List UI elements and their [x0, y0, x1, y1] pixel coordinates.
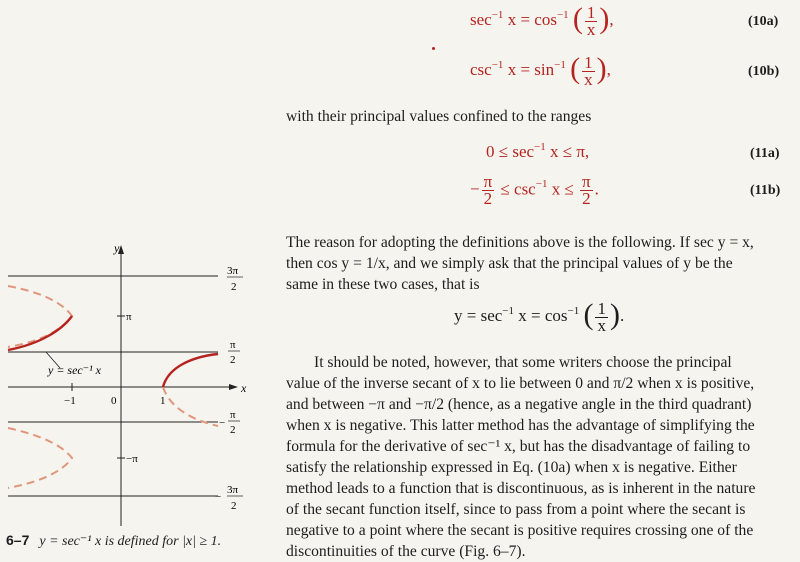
tick-label-pi-over-2-den: 2: [230, 354, 236, 366]
para2-line-2: value of the inverse secant of x to lie between 0 and π/2 when x is positive,: [286, 375, 755, 392]
para1-line-1: The reason for adopting the definitions above is the following. If sec y = x,: [286, 234, 754, 251]
tick-label-minus-pi: −π: [126, 453, 138, 465]
para1-line-3: same in these two cases, that is: [286, 276, 480, 293]
equation-number-11b: (11b): [750, 183, 781, 198]
tick-label-3pi-over-2-den: 2: [231, 281, 237, 293]
equation-10b: $\csc^{-1} x = \sin^{-1}$ ( $\frac{1}{x}$ ),: [470, 52, 611, 89]
para2-line-4: when x is negative. This latter method has the advantage of simplifying the: [286, 417, 755, 434]
dashed-branch-upper-left: [8, 286, 72, 347]
tick-label-minus-pi-over-2-den: 2: [230, 424, 236, 436]
ink-dot: [432, 47, 435, 50]
para1-line-2: then cos y = 1/x, and we simply ask that the principal values of y be the: [286, 255, 733, 272]
equation-y-sec-inverse: $y = \sec^{-1} x = \cos^{-1}$ ( $\frac{1}{x}$ ).: [454, 298, 625, 335]
tick-label-x-zero: 0: [111, 395, 117, 407]
tick-label-minus-3pi-over-2-den: 2: [231, 500, 237, 512]
principal-branch-right: [163, 354, 218, 387]
tick-label-minus-pi-over-2-num: π: [230, 409, 236, 421]
y-axis-label: y: [114, 241, 120, 255]
figure-6-7: [0, 230, 270, 530]
x-axis-label: x: [241, 381, 247, 395]
figure-caption-text: y = sec⁻¹ x is defined for |x| ≥ 1.: [39, 534, 222, 549]
equation-number-10a: (10a): [748, 14, 779, 29]
para2-line-3: and between −π and −π/2 (hence, as a negative angle in the third quadrant): [286, 396, 752, 413]
para2-line-1: It should be noted, however, that some writers choose the principal: [314, 354, 732, 371]
tick-label-minus-pi-over-2-sign: −: [219, 417, 226, 429]
para2-line-5: formula for the derivative of sec⁻¹ x, but has the disadvantage of failing to: [286, 438, 751, 455]
tick-label-3pi-over-2-num: 3π: [227, 265, 239, 277]
curve-label: y = sec⁻¹ x: [48, 363, 102, 377]
tick-label-pi: π: [126, 311, 132, 323]
equation-10a: $\sec^{-1} x = \cos^{-1}$ ( $\frac{1}{x}$ ),: [470, 2, 614, 39]
equation-number-11a: (11a): [750, 146, 780, 161]
figure-caption: [6, 532, 221, 550]
tick-label-minus-3pi-over-2-num: 3π: [227, 484, 239, 496]
para2-line-7: method leads to a function that is discontinuous, as is inherent in the nature: [286, 480, 756, 497]
equation-11a: $0 \le \sec^{-1} x \le \pi$,: [486, 141, 590, 161]
tick-label-x-minus-1: −1: [64, 395, 76, 407]
para2-line-9: negative to a point where the secant is positive requires crossing one of the: [286, 522, 754, 539]
figure-number: 6–7: [6, 532, 30, 548]
equation-number-10b: (10b): [748, 64, 780, 79]
tick-label-minus-3pi-over-2-sign: −: [215, 491, 222, 503]
para2-line-8: of the secant function itself, since to pass from a point where the secant is: [286, 501, 746, 518]
tick-label-pi-over-2-num: π: [230, 339, 236, 351]
dashed-branch-lower-left: [8, 428, 72, 488]
equation-11b: − $\frac{\pi}{2}$ ≤ $\csc^{-1} x$ ≤ $\frac{\pi}{2}$ .: [470, 172, 599, 208]
para2-line-10: discontinuities of the curve (Fig. 6–7).: [286, 543, 526, 560]
ranges-intro: with their principal values confined to the ranges: [286, 108, 592, 125]
x-axis-arrow: [229, 384, 238, 390]
tick-label-x-one: 1: [160, 395, 166, 407]
dashed-branch-lower-right: [163, 387, 218, 426]
para2-line-6: satisfy the relationship expressed in Eq. (10a) when x is negative. Either: [286, 459, 737, 476]
